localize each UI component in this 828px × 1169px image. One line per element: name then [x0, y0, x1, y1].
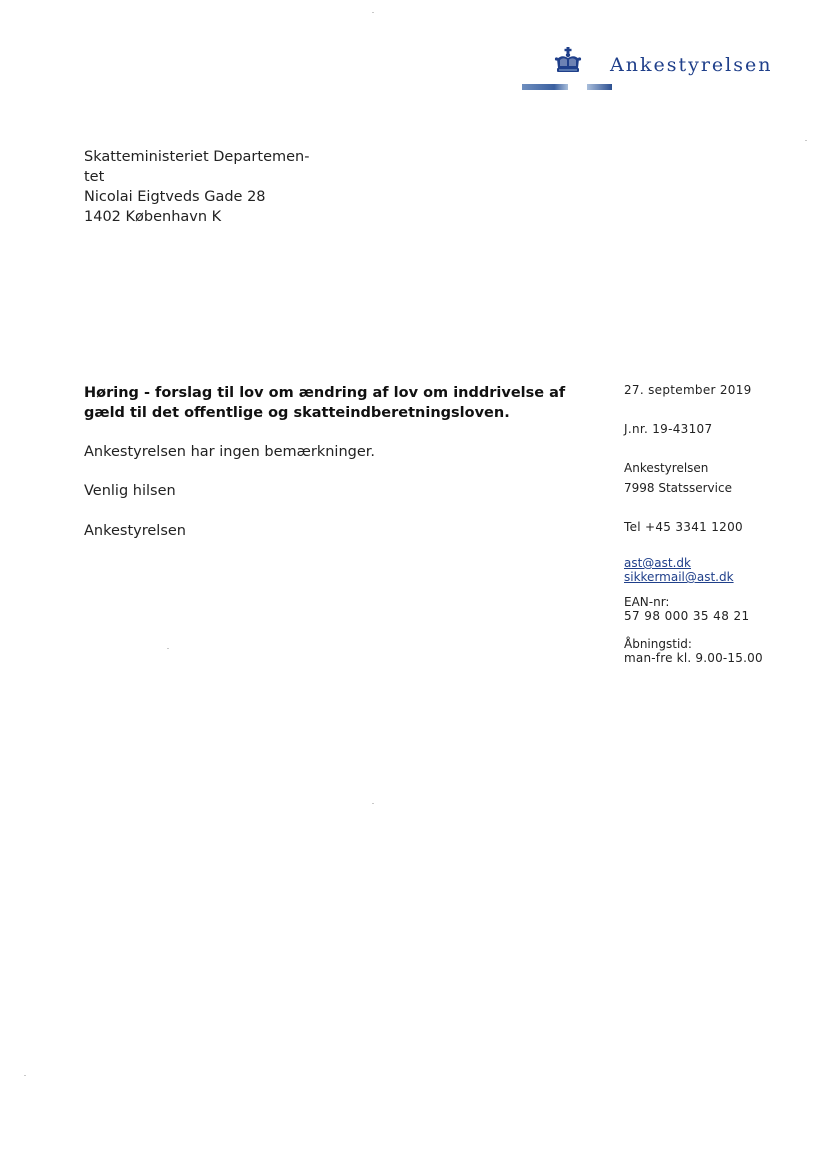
letter-signature: Ankestyrelsen	[84, 523, 186, 539]
address-line: Nicolai Eigtveds Gade 28	[84, 189, 266, 205]
crown-icon	[553, 47, 583, 77]
sender-phone: Tel +45 3341 1200	[624, 520, 743, 534]
logo-wordmark: Ankestyrelsen	[610, 54, 773, 76]
agency-logo	[520, 44, 800, 96]
scan-speck	[24, 1075, 26, 1076]
letter-subject: Høring - forslag til lov om ændring af lov om inddrivelse af gæld til det offentlige og skatteindberetningsloven.	[84, 385, 566, 421]
ean-label: EAN-nr:	[624, 595, 670, 609]
address-line: 1402 København K	[84, 209, 222, 225]
scan-speck	[372, 12, 374, 13]
scan-speck	[805, 140, 807, 141]
address-line: tet	[84, 169, 105, 185]
logo-bar-left	[522, 84, 568, 90]
letter-date: 27. september 2019	[624, 383, 752, 397]
opening-hours: man-fre kl. 9.00-15.00	[624, 651, 763, 665]
scan-speck	[167, 648, 169, 649]
recipient-address	[84, 147, 309, 227]
letter-greeting: Venlig hilsen	[84, 483, 176, 499]
email-link[interactable]: ast@ast.dk	[624, 556, 692, 570]
ean-number: 57 98 000 35 48 21	[624, 609, 750, 623]
scan-speck	[372, 803, 374, 804]
sender-organization: Ankestyrelsen	[624, 461, 709, 475]
secure-email-link[interactable]: sikkermail@ast.dk	[624, 570, 734, 584]
opening-hours-label: Åbningstid:	[624, 637, 692, 651]
address-line: Skatteministeriet Departemen-	[84, 149, 310, 165]
journal-number: J.nr. 19-43107	[624, 422, 713, 436]
letter-remarks: Ankestyrelsen har ingen bemærkninger.	[84, 444, 376, 460]
logo-bar-right	[587, 84, 612, 90]
sender-address: 7998 Statsservice	[624, 481, 732, 495]
